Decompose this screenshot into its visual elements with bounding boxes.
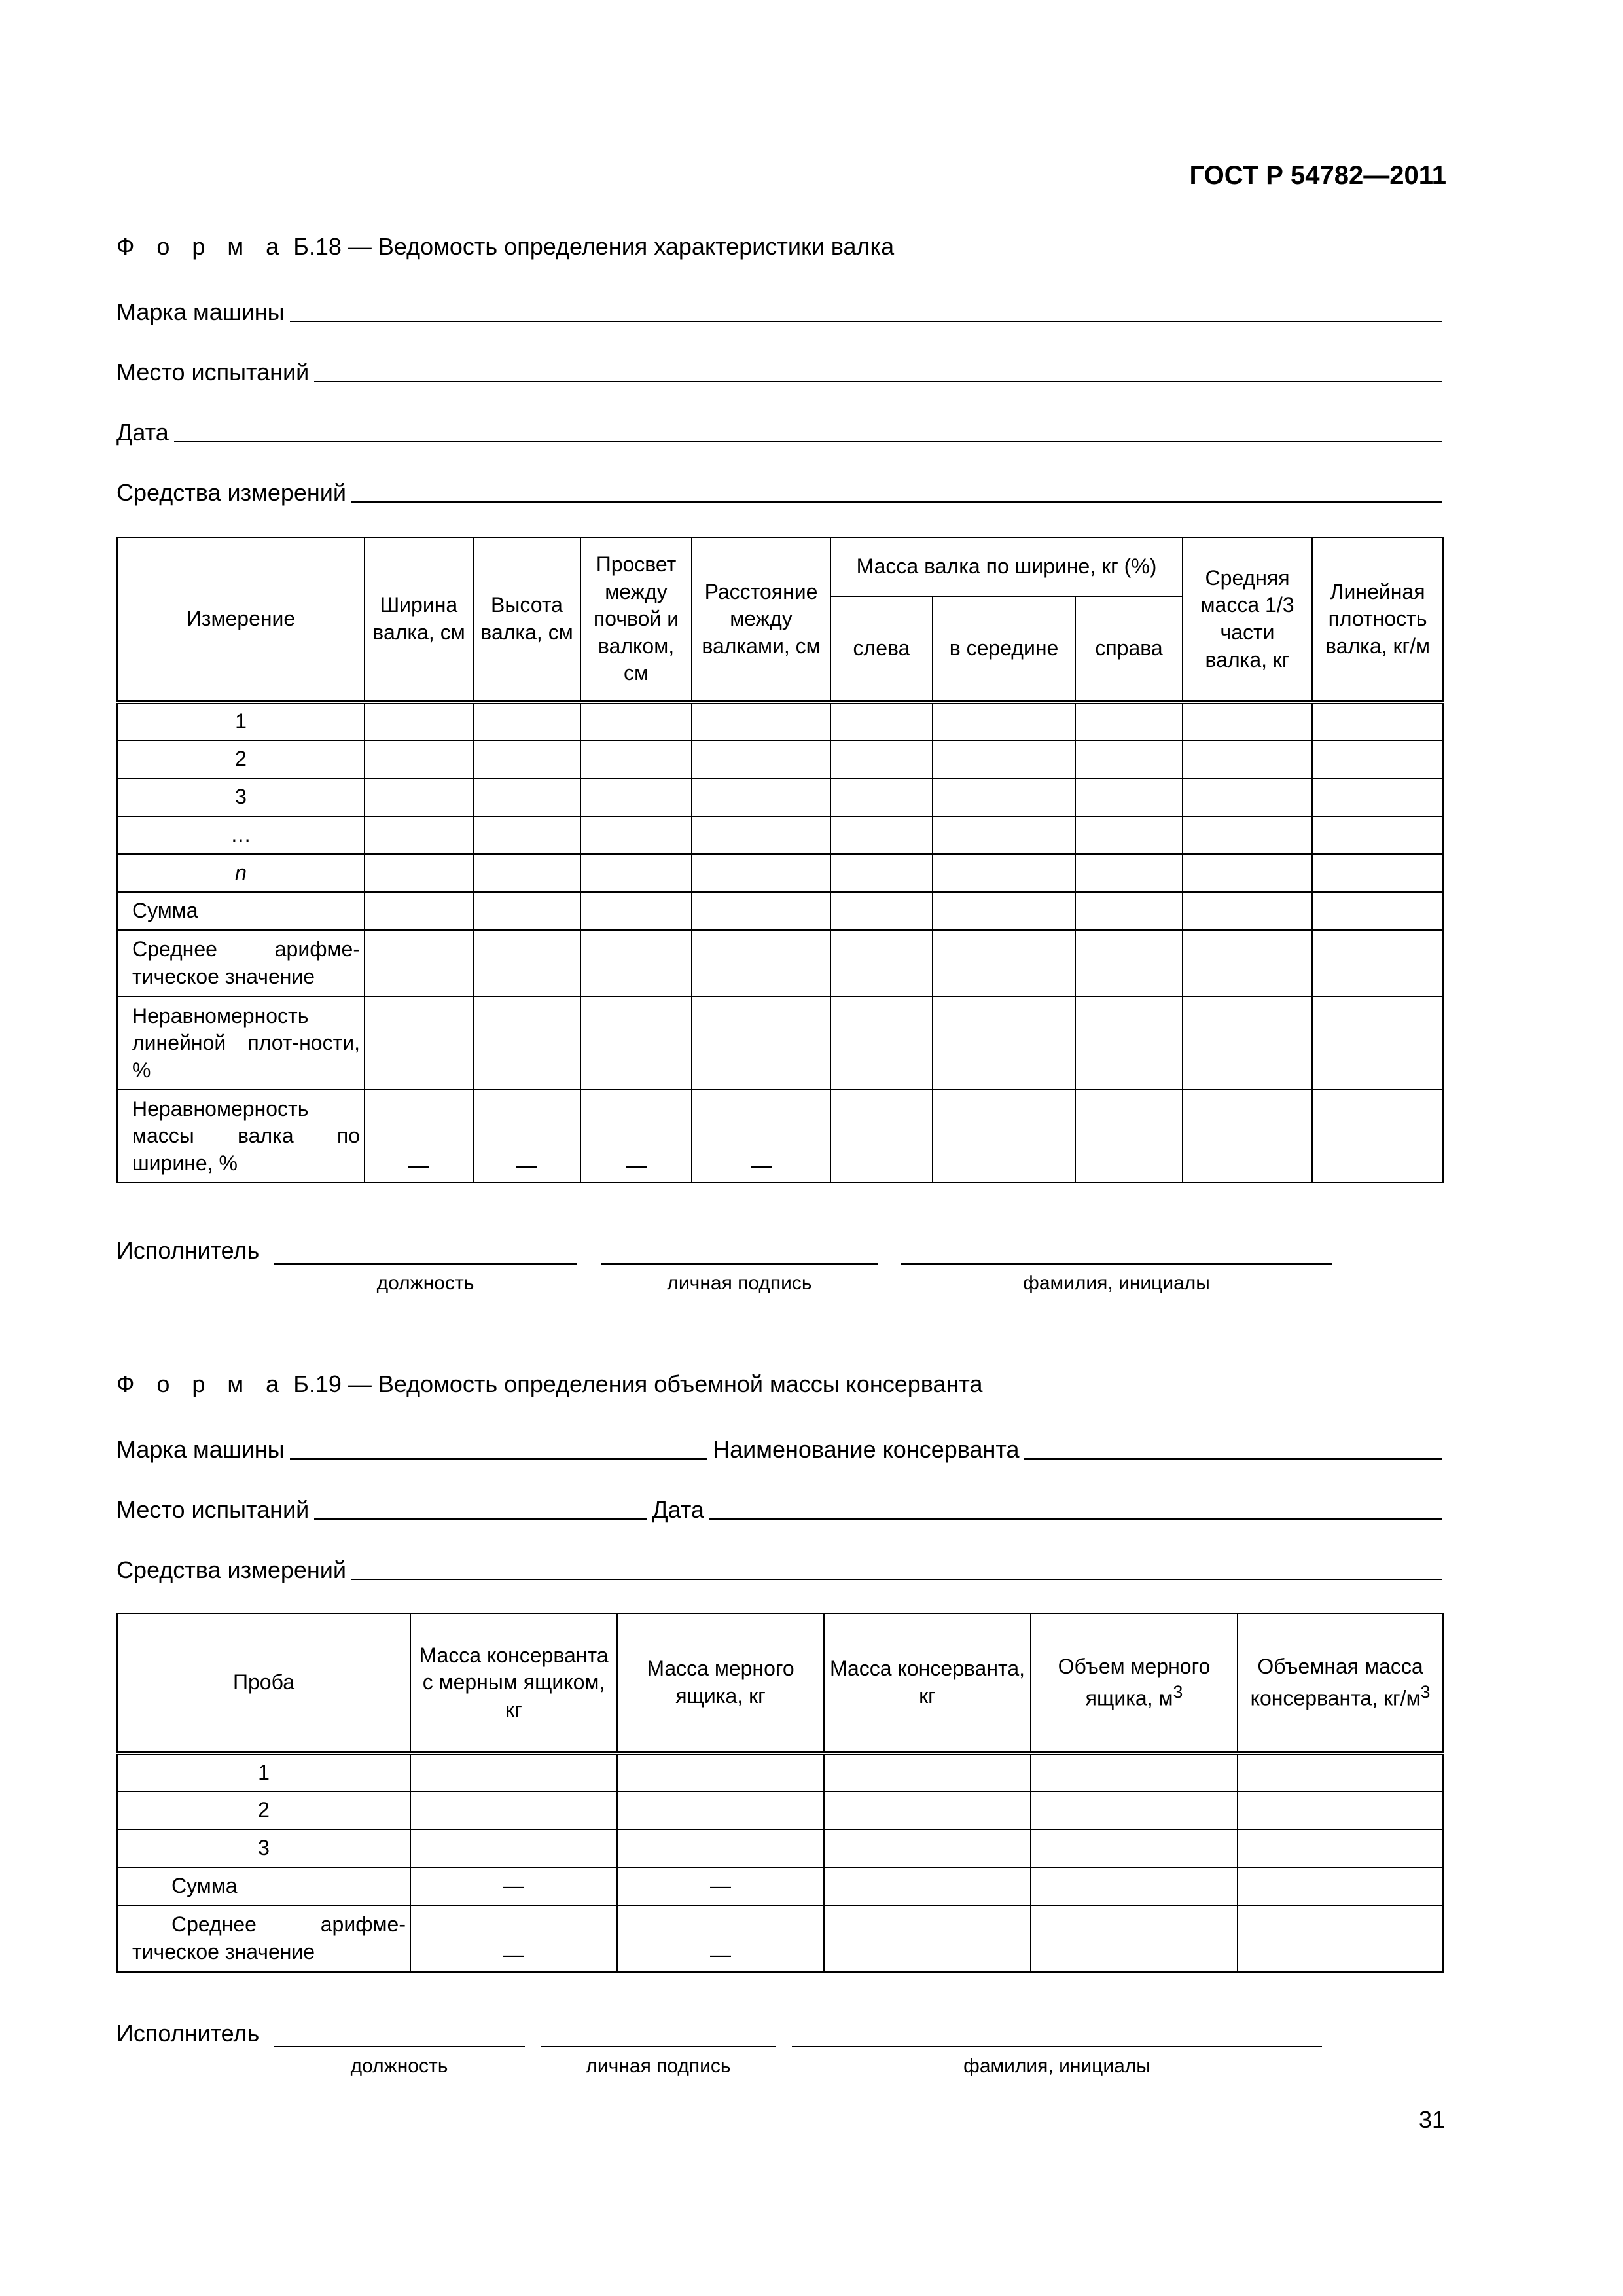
cell[interactable] bbox=[830, 997, 933, 1090]
cell[interactable] bbox=[933, 1090, 1075, 1183]
signature-caption: личная подпись bbox=[586, 2055, 731, 2077]
cell[interactable] bbox=[473, 854, 580, 892]
row-label: 3 bbox=[117, 1829, 410, 1867]
table-row bbox=[117, 702, 1443, 740]
cell[interactable] bbox=[933, 930, 1075, 997]
table-row bbox=[117, 1867, 1443, 1905]
cell[interactable] bbox=[1238, 1905, 1443, 1972]
form-18-title bbox=[116, 233, 894, 260]
cell[interactable] bbox=[1312, 854, 1443, 892]
cell[interactable] bbox=[1238, 1829, 1443, 1867]
row-label: Среднее арифме-тическое значение bbox=[117, 930, 365, 997]
form-19-signature bbox=[116, 2020, 1442, 2085]
dash-cell: — bbox=[617, 1867, 824, 1905]
blank-line[interactable] bbox=[351, 1573, 1442, 1580]
cell[interactable] bbox=[830, 816, 933, 854]
table-row bbox=[117, 1905, 1443, 1972]
field-label: Средства измерений bbox=[116, 479, 347, 506]
form-18-title-prefix: Ф о р м а bbox=[116, 233, 287, 260]
table-row bbox=[117, 1753, 1443, 1791]
cell[interactable] bbox=[1075, 892, 1183, 930]
dash-cell: — bbox=[617, 1905, 824, 1972]
cell[interactable] bbox=[1183, 930, 1312, 997]
cell[interactable] bbox=[1238, 1753, 1443, 1791]
table-row bbox=[117, 997, 1443, 1090]
field-label: Дата bbox=[652, 1496, 704, 1523]
cell[interactable] bbox=[1075, 778, 1183, 816]
header-middle: в середине bbox=[933, 596, 1075, 702]
cell[interactable] bbox=[365, 740, 473, 778]
cell[interactable] bbox=[580, 816, 692, 854]
field-label: Марка машины bbox=[116, 1436, 285, 1463]
form-18-instruments-field[interactable] bbox=[116, 473, 1442, 507]
cell[interactable] bbox=[933, 997, 1075, 1090]
row-label: Среднее арифме-тическое значение bbox=[117, 1905, 410, 1972]
cell[interactable] bbox=[617, 1829, 824, 1867]
blank-line[interactable] bbox=[314, 376, 1442, 382]
row-label: Неравномерность линейной плот-ности, % bbox=[117, 997, 365, 1090]
cell[interactable] bbox=[824, 1905, 1031, 1972]
cell[interactable] bbox=[1031, 1829, 1238, 1867]
blank-line[interactable] bbox=[1024, 1453, 1442, 1460]
header-preservative-mass: Масса консерванта, кг bbox=[824, 1613, 1031, 1753]
cell[interactable] bbox=[473, 930, 580, 997]
form-19-instruments-field[interactable] bbox=[116, 1550, 1442, 1584]
cell[interactable] bbox=[1312, 892, 1443, 930]
cell[interactable] bbox=[410, 1791, 617, 1829]
cell[interactable] bbox=[830, 740, 933, 778]
table-row bbox=[117, 778, 1443, 816]
cell[interactable] bbox=[692, 854, 830, 892]
cell[interactable] bbox=[1312, 1090, 1443, 1183]
header-clearance: Просвет между почвой и валком, см bbox=[580, 537, 692, 702]
cell[interactable] bbox=[1183, 892, 1312, 930]
name-line[interactable] bbox=[901, 1262, 1332, 1265]
cell[interactable] bbox=[824, 1867, 1031, 1905]
row-label: … bbox=[117, 816, 365, 854]
header-left: слева bbox=[830, 596, 933, 702]
form-19-place-field[interactable] bbox=[116, 1490, 1442, 1524]
header-box-volume-text: Объем мерного ящика, м bbox=[1058, 1655, 1211, 1710]
cell[interactable] bbox=[1183, 997, 1312, 1090]
form-19-title-text: Б.19 — Ведомость определения объемной массы консерванта bbox=[293, 1371, 983, 1397]
position-caption: должность bbox=[350, 2055, 448, 2077]
cell[interactable] bbox=[1183, 816, 1312, 854]
cell[interactable] bbox=[580, 930, 692, 997]
signature-caption: личная подпись bbox=[667, 1272, 812, 1294]
cell[interactable] bbox=[365, 816, 473, 854]
form-18-machine-field[interactable] bbox=[116, 292, 1442, 326]
signature-line[interactable] bbox=[541, 2045, 776, 2047]
cell[interactable] bbox=[473, 778, 580, 816]
cell[interactable] bbox=[692, 892, 830, 930]
cell[interactable] bbox=[580, 740, 692, 778]
row-label: Сумма bbox=[117, 892, 365, 930]
cell[interactable] bbox=[365, 778, 473, 816]
dash-cell: — bbox=[410, 1867, 617, 1905]
blank-line[interactable] bbox=[709, 1513, 1442, 1520]
form-18-table bbox=[116, 537, 1444, 1183]
cell[interactable] bbox=[1238, 1867, 1443, 1905]
cell[interactable] bbox=[1312, 702, 1443, 740]
form-19-title bbox=[116, 1371, 983, 1398]
row-label: n bbox=[117, 854, 365, 892]
cell[interactable] bbox=[830, 1090, 933, 1183]
cell[interactable] bbox=[933, 740, 1075, 778]
cell[interactable] bbox=[1075, 854, 1183, 892]
form-19-machine-field[interactable] bbox=[116, 1429, 1442, 1463]
cell[interactable] bbox=[580, 854, 692, 892]
cell[interactable] bbox=[1238, 1791, 1443, 1829]
form-18-signature bbox=[116, 1237, 1442, 1302]
header-distance: Расстояние между валками, см bbox=[692, 537, 830, 702]
cell[interactable] bbox=[824, 1791, 1031, 1829]
cell[interactable] bbox=[580, 997, 692, 1090]
signature-line[interactable] bbox=[601, 1262, 878, 1265]
dash-cell: — bbox=[473, 1090, 580, 1183]
table-row bbox=[117, 1829, 1443, 1867]
dash-cell: — bbox=[692, 1090, 830, 1183]
cell[interactable] bbox=[1075, 816, 1183, 854]
cell[interactable] bbox=[692, 997, 830, 1090]
field-label: Марка машины bbox=[116, 298, 285, 325]
cell[interactable] bbox=[1312, 740, 1443, 778]
cell[interactable] bbox=[580, 778, 692, 816]
cell[interactable] bbox=[473, 702, 580, 740]
row-label: 1 bbox=[117, 702, 365, 740]
cell[interactable] bbox=[580, 702, 692, 740]
cell[interactable] bbox=[410, 1829, 617, 1867]
header-linear-density: Линейная плотность валка, кг/м bbox=[1312, 537, 1443, 702]
dash-cell: — bbox=[580, 1090, 692, 1183]
blank-line[interactable] bbox=[174, 436, 1442, 442]
form-19-table bbox=[116, 1613, 1444, 1973]
cell[interactable] bbox=[473, 740, 580, 778]
blank-line[interactable] bbox=[314, 1513, 647, 1520]
standard-designation: ГОСТ Р 54782—2011 bbox=[1189, 161, 1446, 190]
cell[interactable] bbox=[1312, 997, 1443, 1090]
row-label: 2 bbox=[117, 1791, 410, 1829]
form-18-place-field[interactable] bbox=[116, 352, 1442, 386]
cell[interactable] bbox=[473, 997, 580, 1090]
blank-line[interactable] bbox=[290, 1453, 708, 1460]
cell[interactable] bbox=[1183, 854, 1312, 892]
cell[interactable] bbox=[1031, 1905, 1238, 1972]
superscript: 3 bbox=[1173, 1681, 1183, 1702]
dash-cell: — bbox=[365, 1090, 473, 1183]
cell[interactable] bbox=[1075, 1090, 1183, 1183]
cell[interactable] bbox=[1312, 778, 1443, 816]
cell[interactable] bbox=[692, 778, 830, 816]
table-row bbox=[117, 930, 1443, 997]
cell[interactable] bbox=[1312, 930, 1443, 997]
cell[interactable] bbox=[830, 854, 933, 892]
cell[interactable] bbox=[933, 702, 1075, 740]
cell[interactable] bbox=[933, 854, 1075, 892]
cell[interactable] bbox=[617, 1791, 824, 1829]
cell[interactable] bbox=[830, 892, 933, 930]
cell[interactable] bbox=[365, 892, 473, 930]
table-row bbox=[117, 816, 1443, 854]
header-height: Высота валка, см bbox=[473, 537, 580, 702]
table-row bbox=[117, 740, 1443, 778]
cell[interactable] bbox=[365, 854, 473, 892]
cell[interactable] bbox=[692, 702, 830, 740]
header-width: Ширина валка, см bbox=[365, 537, 473, 702]
dash-cell: — bbox=[410, 1905, 617, 1972]
signature-label: Исполнитель bbox=[116, 1237, 260, 1264]
cell[interactable] bbox=[933, 892, 1075, 930]
cell[interactable] bbox=[692, 740, 830, 778]
header-mass-group: Масса валка по ширине, кг (%) bbox=[830, 537, 1183, 596]
cell[interactable] bbox=[830, 778, 933, 816]
blank-line[interactable] bbox=[290, 315, 1442, 322]
cell[interactable] bbox=[410, 1753, 617, 1791]
cell[interactable] bbox=[1183, 740, 1312, 778]
page-number: 31 bbox=[1418, 2106, 1445, 2133]
header-right: справа bbox=[1075, 596, 1183, 702]
signature-label: Исполнитель bbox=[116, 2020, 260, 2047]
cell[interactable] bbox=[824, 1829, 1031, 1867]
row-label: 2 bbox=[117, 740, 365, 778]
header-sample: Проба bbox=[117, 1613, 410, 1753]
header-bulk-density bbox=[1238, 1613, 1443, 1753]
row-label: 3 bbox=[117, 778, 365, 816]
position-line[interactable] bbox=[274, 1262, 577, 1265]
cell[interactable] bbox=[824, 1753, 1031, 1791]
name-line[interactable] bbox=[792, 2045, 1322, 2047]
header-mass-with-box: Масса консерванта с мерным ящиком, кг bbox=[410, 1613, 617, 1753]
header-avg-third: Средняя масса 1/3 части валка, кг bbox=[1183, 537, 1312, 702]
cell[interactable] bbox=[1183, 1090, 1312, 1183]
form-19-title-prefix: Ф о р м а bbox=[116, 1371, 287, 1397]
row-label: Неравномерность массы валка по ширине, % bbox=[117, 1090, 365, 1183]
position-line[interactable] bbox=[274, 2045, 525, 2047]
field-label: Место испытаний bbox=[116, 1496, 310, 1523]
table-row bbox=[117, 1791, 1443, 1829]
cell[interactable] bbox=[365, 930, 473, 997]
field-label: Место испытаний bbox=[116, 359, 310, 386]
form-18-title-text: Б.18 — Ведомость определения характеристики валка bbox=[293, 233, 895, 260]
cell[interactable] bbox=[1031, 1867, 1238, 1905]
cell[interactable] bbox=[365, 702, 473, 740]
header-box-mass: Масса мерного ящика, кг bbox=[617, 1613, 824, 1753]
name-caption: фамилия, инициалы bbox=[1023, 1272, 1210, 1294]
cell[interactable] bbox=[1183, 778, 1312, 816]
cell[interactable] bbox=[933, 816, 1075, 854]
name-caption: фамилия, инициалы bbox=[963, 2055, 1150, 2077]
table-row bbox=[117, 854, 1443, 892]
cell[interactable] bbox=[933, 778, 1075, 816]
header-box-volume bbox=[1031, 1613, 1238, 1753]
cell[interactable] bbox=[473, 892, 580, 930]
field-label: Средства измерений bbox=[116, 1556, 347, 1583]
cell[interactable] bbox=[1075, 702, 1183, 740]
cell[interactable] bbox=[1183, 702, 1312, 740]
cell[interactable] bbox=[830, 702, 933, 740]
table-row bbox=[117, 892, 1443, 930]
cell[interactable] bbox=[830, 930, 933, 997]
field-label: Дата bbox=[116, 419, 169, 446]
row-label: Сумма bbox=[117, 1867, 410, 1905]
row-label: 1 bbox=[117, 1753, 410, 1791]
cell[interactable] bbox=[365, 997, 473, 1090]
cell[interactable] bbox=[1031, 1791, 1238, 1829]
header-bulk-density-text: Объемная масса консерванта, кг/м bbox=[1250, 1655, 1423, 1710]
cell[interactable] bbox=[1075, 740, 1183, 778]
superscript: 3 bbox=[1420, 1681, 1431, 1702]
cell[interactable] bbox=[580, 892, 692, 930]
position-caption: должность bbox=[376, 1272, 474, 1294]
cell[interactable] bbox=[1312, 816, 1443, 854]
blank-line[interactable] bbox=[351, 496, 1442, 503]
cell[interactable] bbox=[617, 1753, 824, 1791]
cell[interactable] bbox=[692, 816, 830, 854]
field-label: Наименование консерванта bbox=[713, 1436, 1020, 1463]
form-18-date-field[interactable] bbox=[116, 412, 1442, 446]
cell[interactable] bbox=[1075, 997, 1183, 1090]
table-row bbox=[117, 1090, 1443, 1183]
cell[interactable] bbox=[1031, 1753, 1238, 1791]
cell[interactable] bbox=[1075, 930, 1183, 997]
cell[interactable] bbox=[692, 930, 830, 997]
cell[interactable] bbox=[473, 816, 580, 854]
header-measurement: Измерение bbox=[117, 537, 365, 702]
